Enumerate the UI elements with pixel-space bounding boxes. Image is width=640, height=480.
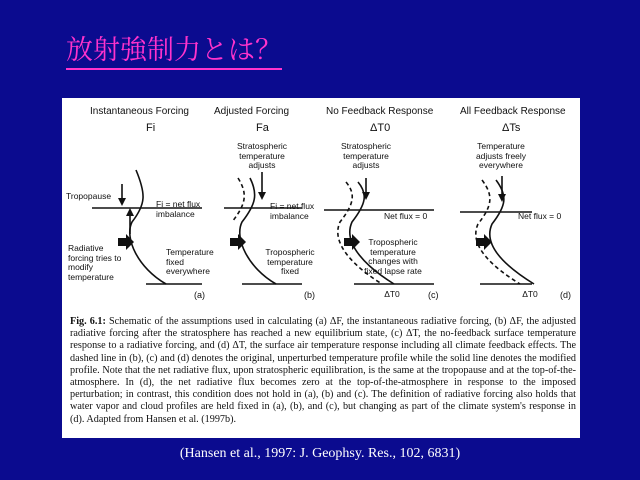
panel-a-flux-label: Fi = net flux imbalance	[156, 199, 201, 219]
tropopause-label: Tropopause	[66, 191, 112, 201]
panel-a-radiative-label: Radiative forcing tries to modify temperature	[68, 243, 122, 282]
panel-d-dt-label: ΔT0	[522, 289, 538, 299]
arrowhead-b-down	[258, 192, 266, 200]
panel-c-tropo-label: Tropospheric temperature changes with fixed lapse rate	[364, 237, 422, 276]
panel-a-letter: (a)	[194, 290, 205, 300]
panel-d-temp-label: Temperature adjusts freely everywhere	[475, 141, 527, 170]
figure-image	[62, 98, 580, 438]
panel-b-strat-label: Stratospheric temperature adjusts	[236, 141, 288, 170]
panel-a-tempfixed-label: Temperature fixed everywhere	[166, 247, 214, 276]
caption-text: Schematic of the assumptions used in calculating (a) ΔF, the instantaneous radiative forcing, (b) ΔF, the adjusted radiative forcing after the stratosphere has reached a new equilibrium state, (c) ΔT, the no-feedback surface temperature response to a radiative forcing, and (d) ΔT, the surface air temperature response including all climate feedback effects. The dashed line in (b), (c) and (d) denotes the original, unperturbed temperature profile while the solid line denotes the modified profile. Note that the net radiative flux, upon stratospheric equilibration, is the same at the tropopause and at the top-of-the-atmosphere. In (d), the net radiative flux becomes zero at the top-of-the-atmosphere in response to the imposed perturbation; in contrast, this condition does not hold in (a), (b) and (c). The definition of radiative forcing also holds that water vapor and cloud profiles are held fixed in (a), (b), and (c), but changing as part of the climate system's response in (d). Adapted from Hansen et al. (1997b).	[70, 316, 577, 425]
panel-c-symbol: ΔT0	[370, 122, 391, 134]
panel-d-title: All Feedback Response	[460, 106, 566, 117]
panel-a-symbol: Fi	[146, 122, 156, 134]
figure-caption	[70, 316, 576, 426]
panel-d-letter: (d)	[560, 290, 571, 300]
panel-c-letter: (c)	[428, 290, 439, 300]
profile-a	[130, 170, 166, 284]
caption-label: Fig. 6.1:	[70, 316, 106, 327]
panel-c-netflux-label: Net flux = 0	[384, 211, 428, 221]
panel-d-symbol: ΔTs	[502, 122, 521, 134]
panel-b-letter: (b)	[304, 290, 315, 300]
panel-d-netflux-label: Net flux = 0	[518, 211, 562, 221]
original-profile-d	[476, 180, 520, 284]
panel-b-flux-label: Fi = net flux imbalance	[270, 201, 315, 221]
citation: (Hansen et al., 1997: J. Geophsy. Res., 102, 6831)	[179, 446, 461, 461]
arrowhead-c-down	[362, 192, 370, 200]
original-profile-b	[232, 178, 244, 222]
forcing-arrow-c	[344, 234, 360, 250]
slide-title: 放射強制力とは？	[66, 34, 282, 70]
profile-d	[490, 180, 534, 284]
arrowhead-d-down	[498, 194, 506, 202]
panel-a-title: Instantaneous Forcing	[90, 106, 189, 117]
arrowhead-a-up	[126, 208, 134, 216]
panel-c-title: No Feedback Response	[326, 106, 434, 117]
panel-b-tropo-label: Tropospheric temperature fixed	[265, 247, 315, 276]
panel-b-title: Adjusted Forcing	[214, 106, 290, 117]
panel-c-dt-label: ΔT0	[384, 289, 400, 299]
panel-b-symbol: Fa	[256, 122, 269, 134]
panel-c-strat-label: Stratospheric temperature adjusts	[340, 141, 392, 170]
